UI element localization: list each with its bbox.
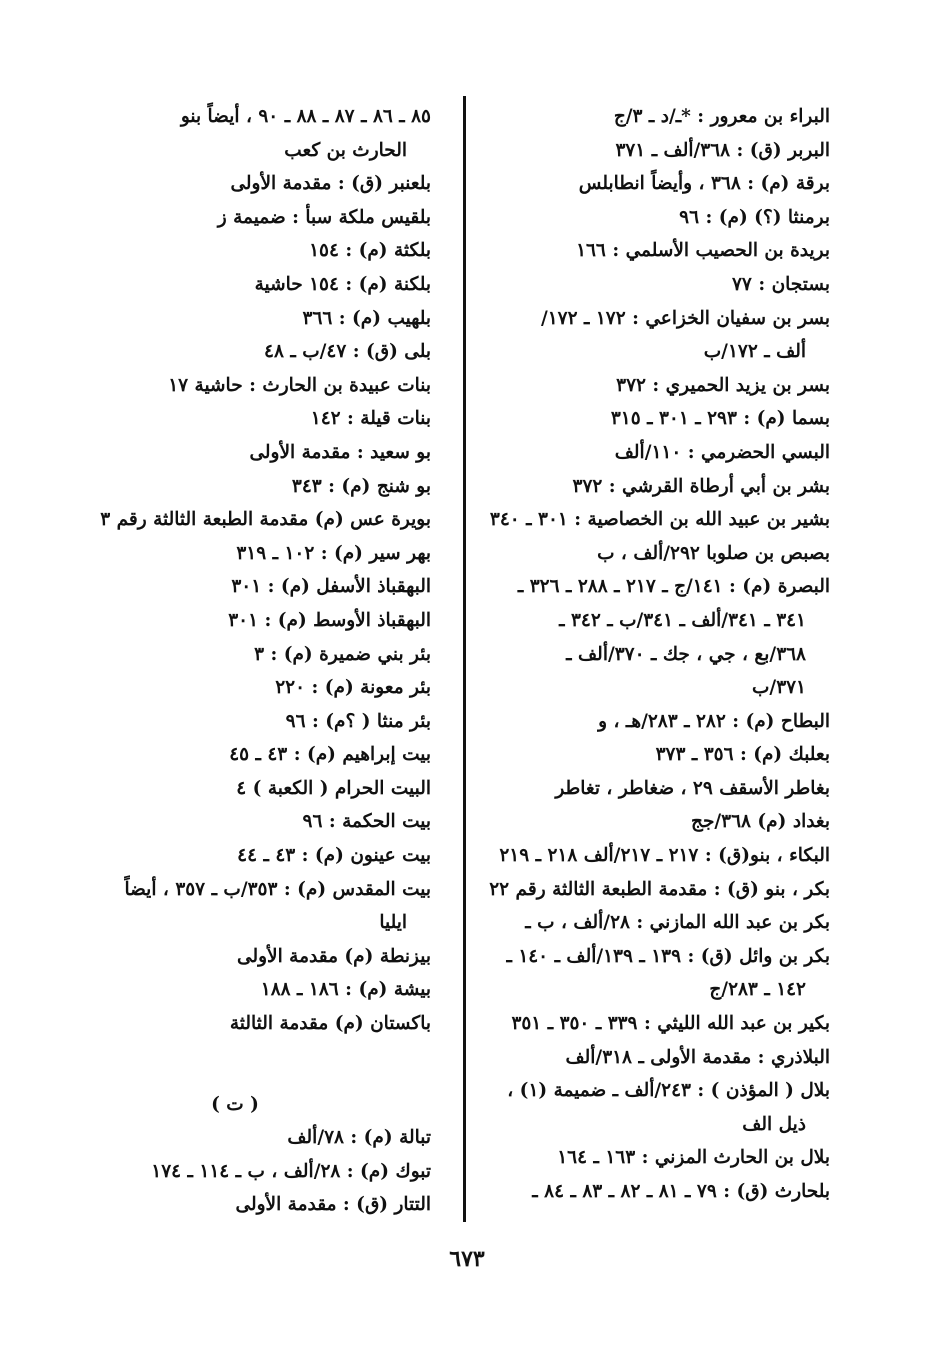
index-entry-line: بيزنطة (م) مقدمة الأولى xyxy=(237,945,431,967)
index-entry-line: بلال بن الحارث المزني : ١٦٣ ـ ١٦٤ xyxy=(557,1147,830,1169)
index-entry-line: بلحارث (ق) : ٧٩ ـ ٨١ ـ ٨٢ ـ ٨٣ ـ ٨٤ ـ xyxy=(532,1181,830,1202)
index-entry-line: بلقيس ملكة سبأ : ضميمة ز xyxy=(217,206,431,228)
index-entry-line: باكستان (م) مقدمة الثالثة xyxy=(229,1013,431,1035)
index-entry-line: البهقباذ الأوسط (م) : ٣٠١ xyxy=(228,609,431,631)
index-entry-line: بكير بن عبد الله الليثي : ٣٣٩ ـ ٣٥٠ ـ ٣٥١ xyxy=(511,1013,830,1035)
index-entry-line: البلاذري : مقدمة الأولى ـ ٣١٨/ألف xyxy=(565,1046,830,1068)
index-entry-line: بهر سير (م) : ١٠٢ ـ ٣١٩ xyxy=(236,542,431,564)
index-entry-line: بلال ( المؤذن ) : ٢٤٣/ألف ـ ضميمة (١) ، xyxy=(507,1080,830,1102)
index-entry-line: الحارث بن كعب xyxy=(284,139,407,161)
index-entry-line: بويرة عس (م) مقدمة الطبعة الثالثة رقم ٣ xyxy=(100,509,431,531)
index-entry-line: تبوك (م) : ٢٨/ألف ، ب ـ ١١٤ ـ ١٧٤ xyxy=(151,1160,431,1182)
index-entry-line: البطاح (م) : ٢٨٢ ـ ٢٨٣/هـ ، و xyxy=(598,710,830,732)
index-entry-line: بشر بن أبي أرطاة القرشي : ٣٧٢ xyxy=(572,475,830,497)
index-entry-line: بسر بن يزيد الحميري : ٣٧٢ xyxy=(616,374,830,396)
index-entry-line: ايليا xyxy=(379,912,407,934)
index-entry-line: بلعنبر (ق) : مقدمة الأولى xyxy=(230,173,431,195)
index-entry-line: ٨٥ ـ ٨٦ ـ ٨٧ ـ ٨٨ ـ ٩٠ ، أيضاً بنو xyxy=(180,106,431,127)
index-entry-line: ألف ـ ١٧٢/ب xyxy=(703,341,806,363)
index-entry-line: بنات قيلة : ١٤٢ xyxy=(310,408,431,430)
index-entry-line: برمنثا (؟) (م) : ٩٦ xyxy=(679,206,830,228)
index-entry-line: بغداد (م) ٣٦٨/جج xyxy=(691,811,830,833)
index-entry-line: ١٤٢ ـ ٢٨٣/ج xyxy=(709,979,806,1001)
index-entry-line: ذيل الف xyxy=(742,1113,806,1135)
index-entry-line: بنات عبيدة بن الحارث : حاشية ١٧ xyxy=(168,374,431,396)
blank-line xyxy=(99,1041,431,1088)
index-entry-line: بستجان : ٧٧ xyxy=(732,273,830,295)
index-entry-line: بكر بن عبد الله المازني : ٢٨/ألف ، ب ـ xyxy=(525,912,830,934)
index-entry-line: بيت المقدس (م) : ٣٥٣/ب ـ ٣٥٧ ، أيضاً xyxy=(124,878,431,900)
index-entry-line: بلكثة (م) : ١٥٤ xyxy=(309,240,431,262)
index-entry-line: بلهيب (م) : ٣٦٦ xyxy=(302,307,431,329)
index-column-left xyxy=(99,100,431,1222)
section-heading: ( ت ) xyxy=(211,1093,259,1115)
index-entry-line: بيشة (م) : ١٨٦ ـ ١٨٨ xyxy=(260,979,431,1001)
index-entry-line: التتار (ق) : مقدمة الأولى xyxy=(235,1194,431,1216)
index-entry-line: بئر بني ضميرة (م) : ٣ xyxy=(254,643,431,665)
index-entry-line: بو سعيد : مقدمة الأولى xyxy=(249,441,431,463)
index-entry-line: البراء بن معرور : *ـ/د ـ ٣/ج xyxy=(613,106,830,127)
index-entry-line: بئر منثا ( ؟م) : ٩٦ xyxy=(285,710,431,732)
index-column-right xyxy=(488,100,830,1209)
index-entry-line: تبالة (م) : ٧٨/ألف xyxy=(287,1127,431,1149)
index-entry-line: ٣٤١ ـ ٣٤١/ألف ـ ٣٤١/ب ـ ٣٤٢ ـ xyxy=(559,609,806,631)
index-entry-line: ٣٧١/ب xyxy=(752,677,806,699)
column-divider xyxy=(463,96,466,1222)
index-entry-line: بئر معونة (م) : ٢٢٠ xyxy=(275,677,431,699)
page-number: ٦٧٣ xyxy=(449,1246,485,1272)
index-entry-line: البربر (ق) : ٣٦٨/ألف ـ ٣٧١ xyxy=(615,139,830,161)
index-entry-line: بلكنة (م) : ١٥٤ حاشية xyxy=(254,273,431,295)
index-entry-line: بيت إبراهيم (م) : ٤٣ ـ ٤٥ xyxy=(229,744,431,766)
index-entry-line: بصبص بن صلوبا ٢٩٢/ألف ، ب xyxy=(597,542,830,564)
index-entry-line: بيت عينون (م) : ٤٣ ـ ٤٤ xyxy=(237,845,431,867)
index-entry-line: بسر بن سفيان الخزاعي : ١٧٢ ـ ١٧٢/ xyxy=(540,307,830,329)
index-entry-line: البكاء ، بنو(ق) : ٢١٧ ـ ٢١٧/ألف ٢١٨ ـ ٢١٩ xyxy=(499,845,830,867)
index-entry-line: البصرة (م) : ١٤١/ج ـ ٢١٧ ـ ٢٨٨ ـ ٣٢٦ ـ xyxy=(517,576,830,598)
index-entry-line: بعلبك (م) : ٣٥٦ ـ ٣٧٣ xyxy=(655,744,830,766)
index-entry-line: بو شنج (م) : ٣٤٣ xyxy=(291,475,431,497)
index-entry-line: بسما (م) : ٢٩٣ ـ ٣٠١ ـ ٣١٥ xyxy=(610,408,830,430)
index-entry-line: بشير بن عبيد الله بن الخصاصية : ٣٠١ ـ ٣٤٠ xyxy=(489,509,830,531)
index-entry-line: بغاطر الأسقف ٢٩ ، ضغاطر ، تغاطر xyxy=(555,777,830,799)
index-entry-line: بكر ، بنو (ق) : مقدمة الطبعة الثالثة رقم ٢٢ xyxy=(489,878,830,900)
index-entry-line: البهقباذ الأسفل (م) : ٣٠١ xyxy=(231,576,431,598)
index-entry-line: برقة (م) : ٣٦٨ ، وأيضاً انطابلس xyxy=(578,173,830,195)
index-entry-line: ٣٦٨/بع ، جي ، جك ـ ٣٧٠/ألف ـ xyxy=(566,643,806,665)
index-entry-line: بيت الحكمة : ٩٦ xyxy=(302,811,431,833)
index-entry-line: البسي الحضرمي : ١١٠/ألف xyxy=(614,441,830,463)
index-entry-line: بكر بن وائل (ق) : ١٣٩ ـ ١٣٩/ألف ـ ١٤٠ ـ xyxy=(506,945,830,967)
index-entry-line: بلى (ق) : ٤٧/ب ـ ٤٨ xyxy=(264,341,431,363)
index-entry-line: بريدة بن الحصيب الأسلمي : ١٦٦ xyxy=(576,240,830,262)
index-entry-line: البيت الحرام ( الكعبة ) ٤ xyxy=(236,777,431,799)
